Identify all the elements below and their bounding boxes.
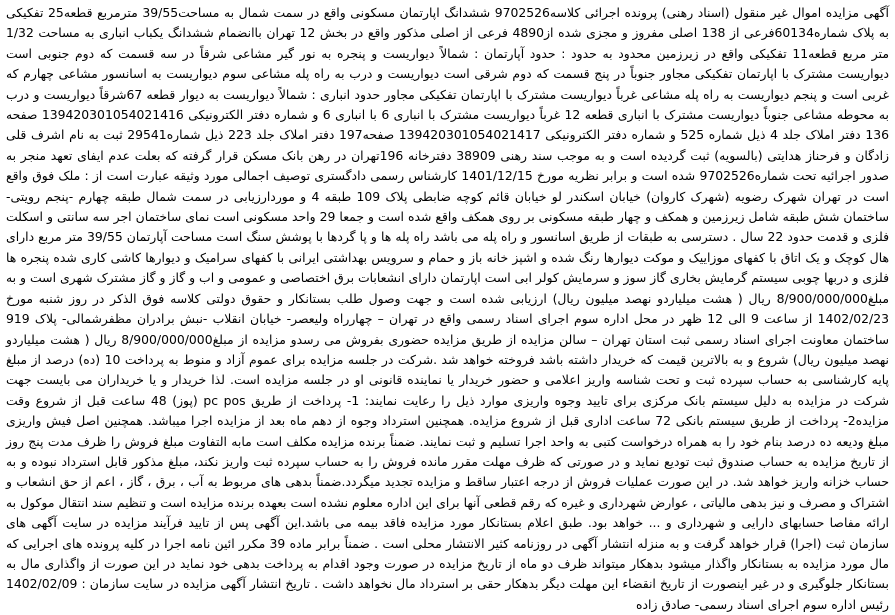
notice-body-text: آگهی مزایده اموال غیر منقول (اسناد رهنی) پرونده اجرائی کلاسه9702526 ششدانگ اپارتمان مسکونی واقع در سمت شمال به مساحت39/55 مترمربع قطعه25 تفکیکی به پلاک شماره60134فرعی از 138 اصلی مفروز و مجزی شده از4890 فرعی از اصلی مذکور واقع در بخش 12 تهران باانضمام ششدانگ یکباب انباری به مساحت 1/32 متر مربع قطعه11 تفکیکی واقع در زیرزمین محدود به حدود : حدود آپارتمان : شمالاً دیواریست و پنجره به نور گیر مشاعی شرقاً در سه قسمت که دوم جنوبی است دیواریست مشترک با اپارتمان تفکیکی مجاور جنوباً در پنج قسمت که دوم شرقی است دیواریست و درب به راه پله مشاعی سوم دیواریست به اسانسور مشاعی چهارم که غربی است و پنجم دیواریست به راه پله مشاعی غرباً دیواریست مشترک با اپارتمان تفکیکی مجاور حدود انباری : شمالاً دیواریست به دیوار قطعه 67شرقاً دیواریست و درب به محوطه مشاعی جنوباً دیواریست مشترک با انباری قطعه 12 غرباً دیواریست مشترک با انباری 6 با انباری 6 و شماره دفتر الکترونیکی 139420301054021416 صفحه 136 دفتر املاک جلد 4 ذیل شماره 525 و شماره دفتر الکترونیکی 139420301054021417 صفحه197 دفتر املاک جلد 223 ذیل شماره29541 ثبت به نام اشرف قلی زادگان و فرحناز هدایتی (بالسویه) ثبت گردیده است و به موجب سند رهنی 38909 دفترخانه 196تهران در رهن بانک مسکن قرار گرفته که بعلت عدم ایفای تعهد منجر به صدور اجرائیه تحت شماره9702526 شده است و برابر نظریه مورخ 1401/12/15 کارشناس رسمی دادگستری توصیف اجمالی مورد وثیقه عبارت است از : ملک فوق واقع است در تهران شهرک رضویه (شهرک کاروان) خیابان اسکندر لو خیابان قائم کوچه ضابطی پلاک 109 طبقه 4 و موردارزیابی در سمت شمال طبقه چهارم -پنجم رویتی- ساختمان شش طبقه شامل زیرزمین و همکف و چهار طبقه مسکونی بر روی همکف واقع شده است و جمعا 29 واحد مسکونی است نمای ساختمان اجر سه سانتی و اسکلت فلزی و قدمت حدود 22 سال . دسترسی به طبقات از طریق اسانسور و راه پله می باشد راه پله ها و پا گردها با پوشش سنگ است مساحت آپارتمان 39/55 متر مربع دارای هال کوچک و یک اتاق با کفهای موزاییک و موکت دیوارها رنگ شده و اشپز خانه باز و حمام و سرویس بهداشتی ایرانی با کفهای سرامیک و دیوارها کاشی کاری شده پنجره ها فلزی و دربها چوبی سیستم گرمایش بخاری گاز سوز و سرمایش کولر ابی است اپارتمان دارای انشعابات برق اختصاصی و عمومی و اب و گاز و گاز مشترک شهری است و به مبلغ8/900/000/000 ریال ( هشت میلیاردو نهصد میلیون ریال) ارزیابی شده است و جهت وصول طلب بستانکار و حقوق دولتی کلاسه فوق الذکر در روز شنبه مورخ 1402/02/23 از ساعت 9 الی 12 ظهر در محل اداره سوم اجرای اسناد رسمی واقع در تهران – چهارراه ولیعصر- خیابان انقلاب -نبش برادران مظفرشمالی- پلاک 919 ساختمان معاونت اجرای اسناد رسمی ثبت استان تهران – سالن مزایده از طریق مزایده حضوری بفروش می رسدو مزایده از مبلغ8/900/000/000 ریال ( هشت میلیاردو نهصد میلیون ریال) شروع و به بالاترین قیمت که خریدار داشته باشد فروخته خواهد شد .شرکت در جلسه مزایده برای عموم آزاد و منوط به پرداخت 10 (ده) درصد از مبلغ پایه کارشناسی به حساب سپرده ثبت و تحت شناسه واریز اعلامی و حضور خریدار یا نماینده قانونی او در جلسه مزایده است. لذا خریدار و یا خریداران می بایست جهت شرکت در مزایده به دلیل سیستم بانک مرکزی برای تایید وجوه واریزی موارد ذیل را رعایت نمایند: 1- پرداخت از طریق pc pos (پوز) 48 ساعت قبل از شروع وقت مزایده2- پرداخت از طریق سیستم بانکی 72 ساعت اداری قبل از شروع مزایده. همچنین استرداد وجوه از دهم ماه بعد از مزایده اجرا میباشد. همچنین اصل فیش واریزی مبلغ ودیعه ده درصد بنام خود را به همراه درخواست کتبی به واحد اجرا تسلیم و ثبت نمایند. ضمناً برنده مزایده مکلف است مابه التفاوت مبلغ فروش را ظرف مدت پنج روز از تاریخ مزایده به حساب صندوق ثبت تودیع نماید و در صورتی که ظرف مهلت مقرر مانده فروش را به حساب سپرده ثبت واریز نکند، مبلغ مذکور قابل استرداد نبوده و به حساب خزانه واریز خواهد شد. در این صورت عملیات فروش از درجه اعتبار ساقط و مزایده تجدید میگردد.ضمناً بدهی های مربوط به آب ، برق ، گاز ، اعم از حق انشعاب و اشتراک و مصرف و نیز بدهی مالیاتی ، عوارض شهرداری و غیره که رقم قطعی آنها برای این اداره معلوم نشده است بعهده برنده مزایده است و تنظیم سند انتقال موکول به ارائه مفاصا حسابهای دارایی و شهرداری و ... خواهد بود. طبق اعلام بستانکار مورد مزایده فاقد بیمه می باشد.این آگهی پس از تایید فرآیند مزایده در سایت آگهی های سازمان ثبت (اجرا) قرار خواهد گرفت و به منزله انتشار آگهی در روزنامه کثیر الانتشار محلی است . ضمناً برابر ماده 39 مکرر ائین نامه اجرا در کلیه پرونده های اجرایی که مال مورد مزایده به بستانکار واگذار میشود بدهکار میتواند ظرف دو ماه از تاریخ مزایده در صورت وجود اقدام به پرداخت بدهی خود نماید در این صورت از واگذاری مال به بستانکار جلوگیری و در غیر اینصورت از تاریخ انقضاء این مهلت دیگر بدهکار حقی بر استرداد مال نخواهد داشت . تاریخ انتشار آگهی مزایده در سایت سازمان : 1402/02/09 رئیس اداره سوم اجرای اسناد رسمی- صادق زاده	[6, 5, 890, 612]
